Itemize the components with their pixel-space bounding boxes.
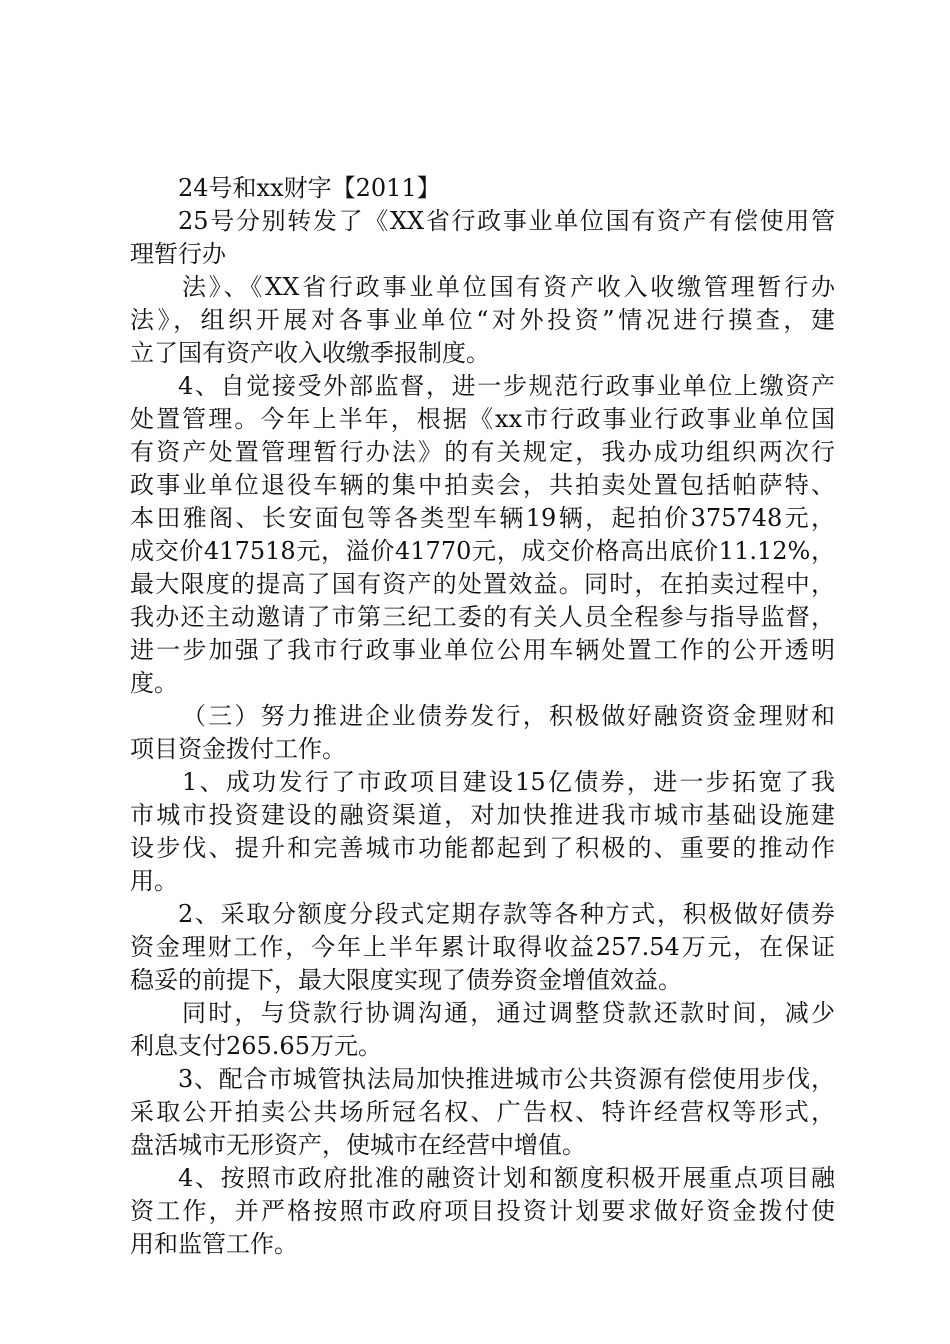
text-line: 4、自觉接受外部监督，进一步规范行政事业单位上缴资产 bbox=[178, 372, 835, 400]
text-line: 采取公开拍卖公共场所冠名权、广告权、特许经营权等形式， bbox=[130, 1098, 835, 1126]
text-line: 资金理财工作，今年上半年累计取得收益257.54万元，在保证 bbox=[130, 933, 835, 961]
text-line: 用。 bbox=[130, 867, 178, 895]
document-body bbox=[130, 172, 835, 1261]
text-line: 最大限度的提高了国有资产的处置效益。同时，在拍卖过程中， bbox=[130, 570, 835, 598]
text-line: 理暂行办 bbox=[130, 240, 226, 268]
text-line: 法》，组织开展对各事业单位“对外投资”情况进行摸查，建 bbox=[130, 306, 835, 334]
text-line: 24号和xx财字【2011】 bbox=[178, 174, 441, 202]
text-line: 进一步加强了我市行政事业单位公用车辆处置工作的公开透明 bbox=[130, 636, 835, 664]
text-line: 资工作，并严格按照市政府项目投资计划要求做好资金拨付使 bbox=[130, 1197, 835, 1225]
text-line: 度。 bbox=[130, 669, 178, 697]
text-line: （三）努力推进企业债券发行，积极做好融资资金理财和 bbox=[182, 702, 835, 730]
text-line: 3、配合市城管执法局加快推进城市公共资源有偿使用步伐， bbox=[178, 1065, 835, 1093]
text-line: 处置管理。今年上半年，根据《xx市行政事业行政事业单位国 bbox=[130, 405, 835, 433]
text-line: 项目资金拨付工作。 bbox=[130, 735, 346, 763]
text-line: 1、成功发行了市政项目建设15亿债券，进一步拓宽了我 bbox=[182, 768, 835, 796]
text-line: 设步伐、提升和完善城市功能都起到了积极的、重要的推动作 bbox=[130, 834, 835, 862]
text-line: 本田雅阁、长安面包等各类型车辆19辆，起拍价375748元， bbox=[130, 504, 835, 532]
text-line: 成交价417518元，溢价41770元，成交价格高出底价11.12%， bbox=[130, 537, 835, 565]
text-line: 有资产处置管理暂行办法》的有关规定，我办成功组织两次行 bbox=[130, 438, 835, 466]
text-line: 法》、《XX省行政事业单位国有资产收入收缴管理暂行办 bbox=[182, 273, 835, 301]
text-line: 市城市投资建设的融资渠道，对加快推进我市城市基础设施建 bbox=[130, 801, 835, 829]
text-line: 稳妥的前提下，最大限度实现了债券资金增值效益。 bbox=[130, 966, 682, 994]
text-line: 立了国有资产收入收缴季报制度。 bbox=[130, 339, 490, 367]
text-line: 2、采取分额度分段式定期存款等各种方式，积极做好债券 bbox=[178, 900, 835, 928]
text-line: 政事业单位退役车辆的集中拍卖会，共拍卖处置包括帕萨特、 bbox=[130, 471, 835, 499]
text-line: 盘活城市无形资产，使城市在经营中增值。 bbox=[130, 1131, 586, 1159]
text-line: 用和监管工作。 bbox=[130, 1230, 298, 1258]
text-line: 利息支付265.65万元。 bbox=[130, 1032, 382, 1060]
text-line: 25号分别转发了《XX省行政事业单位国有资产有偿使用管 bbox=[178, 207, 835, 235]
text-line: 同时，与贷款行协调沟通，通过调整贷款还款时间，减少 bbox=[182, 999, 835, 1027]
text-line: 4、按照市政府批准的融资计划和额度积极开展重点项目融 bbox=[178, 1164, 835, 1192]
text-line: 我办还主动邀请了市第三纪工委的有关人员全程参与指导监督， bbox=[130, 603, 835, 631]
